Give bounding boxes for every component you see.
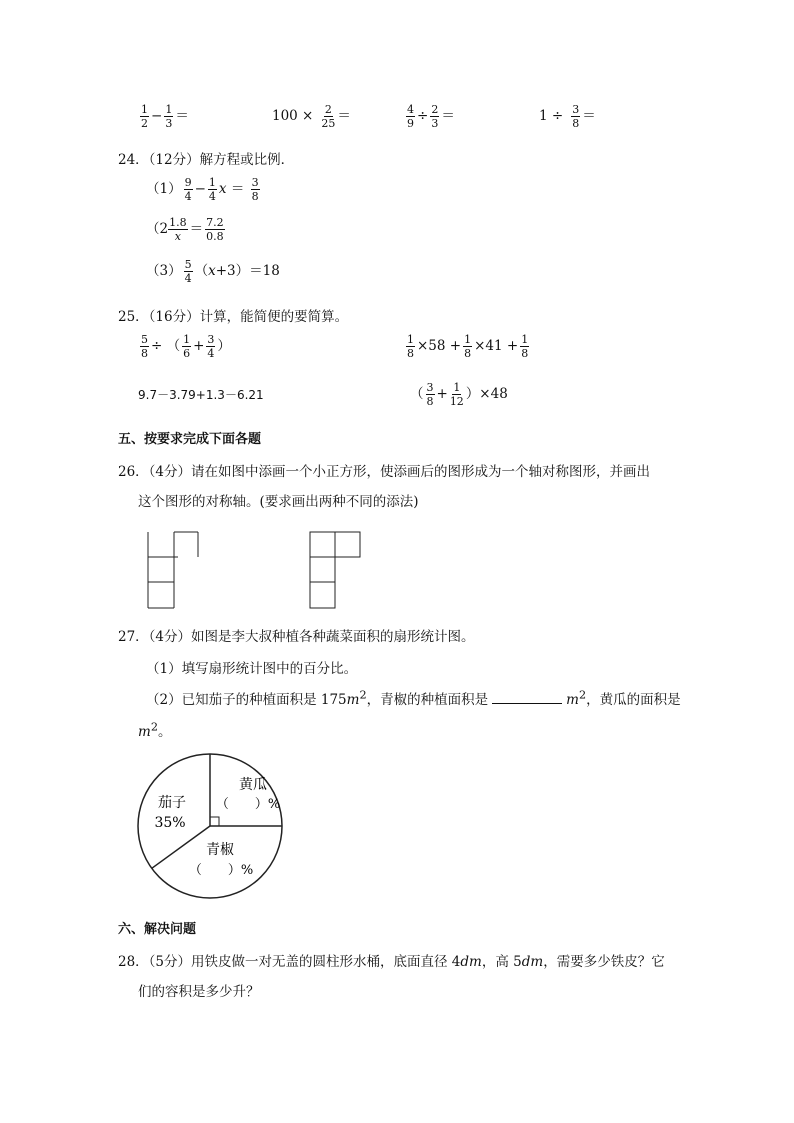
numerator: 1 — [208, 176, 216, 189]
numerator: 1 — [183, 333, 191, 346]
numerator: 1.8 — [169, 216, 187, 229]
operator: ÷ （ — [151, 338, 181, 354]
equals: ＝ — [337, 108, 351, 124]
numerator: 1 — [165, 103, 173, 116]
slice-value-eggplant: 35% — [154, 815, 186, 831]
question-27-part2 — [146, 688, 681, 708]
denominator: 8 — [521, 347, 529, 360]
paren-open: （ — [194, 263, 209, 279]
calc-25-4 — [410, 382, 508, 407]
denominator: 8 — [464, 347, 472, 360]
unit-m: m — [346, 692, 360, 708]
slice-value-cucumber: （ ）% — [215, 797, 281, 812]
equals: ＝ — [582, 108, 596, 124]
operator: ×41 + — [474, 338, 519, 354]
q28-text-c: ，需要多少铁皮？它 — [543, 954, 665, 970]
denominator: 8 — [426, 395, 434, 408]
denominator: 2 — [141, 117, 148, 130]
part2-text-a: （2）已知茄子的种植面积是 175 — [146, 692, 347, 708]
unit-m: m — [138, 724, 151, 740]
grid-square — [310, 582, 335, 608]
denominator: 8 — [141, 347, 148, 360]
denominator: 6 — [183, 347, 191, 360]
numerator: 5 — [184, 258, 192, 271]
question-27-part1: （1）填写扇形统计图中的百分比。 — [146, 661, 358, 677]
denominator: 12 — [449, 395, 464, 408]
equals: ＝ — [189, 221, 204, 237]
equals: ＝ — [226, 181, 249, 197]
denominator: 4 — [184, 272, 192, 285]
denominator: 4 — [208, 190, 216, 203]
denominator: 3 — [165, 117, 173, 130]
grid-figure-right — [305, 528, 369, 612]
numerator: 3 — [572, 103, 580, 116]
part2-text-b: ，青椒的种植面积是 — [366, 692, 489, 708]
numerator: 1 — [407, 333, 414, 346]
denominator: 4 — [207, 347, 215, 360]
calc-expression-4 — [539, 104, 596, 129]
question-25-heading: 25．（16分）计算，能简便的要简算。 — [118, 309, 349, 325]
numerator: 1 — [464, 333, 472, 346]
denominator: 0.8 — [206, 230, 224, 243]
denominator: 4 — [184, 190, 192, 203]
q28-text-a: 28．（5分）用铁皮做一对无盖的圆柱形水桶，底面直径 4 — [118, 954, 461, 970]
grid-square — [310, 557, 335, 582]
numerator: 1 — [453, 381, 461, 394]
item-label: （3） — [146, 263, 182, 279]
numerator: 3 — [426, 381, 434, 394]
operator: + — [193, 338, 205, 354]
numerator: 7.2 — [206, 216, 224, 229]
slice-label-pepper: 青椒 — [206, 842, 234, 858]
equation-24-1 — [146, 177, 262, 202]
operator: + — [436, 386, 448, 402]
calc-25-1 — [138, 334, 231, 359]
prefix: 1 ÷ — [539, 108, 564, 124]
denominator: 9 — [407, 117, 414, 130]
equation-24-2 — [146, 217, 227, 242]
variable-x: x — [218, 181, 227, 197]
numerator: 3 — [207, 333, 215, 346]
question-26-line2: 这个图形的对称轴。(要求画出两种不同的添法) — [138, 494, 419, 510]
calc-expression-2 — [272, 104, 351, 129]
grid-square — [335, 532, 360, 557]
calc-expression-1 — [138, 104, 189, 129]
section-6-heading: 六、解决问题 — [118, 922, 197, 937]
section-5-heading: 五、按要求完成下面各题 — [118, 432, 262, 447]
paren-rest: +3）＝18 — [215, 263, 280, 279]
operator: ÷ — [417, 108, 429, 124]
variable-x: x — [208, 263, 216, 279]
paren-open: （ — [410, 386, 424, 402]
paren-close: ） — [217, 338, 231, 354]
unit-sup: 2 — [150, 720, 158, 734]
pie-chart — [136, 752, 286, 902]
calc-expression-3 — [404, 104, 455, 129]
unit-m: m — [566, 692, 579, 708]
denominator: 8 — [251, 190, 259, 203]
numerator: 3 — [251, 176, 259, 189]
prefix: 100 × — [272, 108, 314, 124]
paren-close: ）×48 — [465, 386, 508, 402]
denominator: 25 — [321, 117, 336, 130]
unit-sup: 2 — [359, 688, 367, 702]
denominator: 8 — [572, 117, 580, 130]
question-24-heading: 24．（12分）解方程或比例． — [118, 152, 295, 168]
question-28-line1 — [118, 950, 665, 970]
question-28-line2: 们的容积是多少升？ — [138, 984, 260, 1000]
slice-label-eggplant: 茄子 — [158, 795, 186, 811]
calc-25-3: 9.7－3.79+1.3－6.21 — [138, 388, 264, 402]
numerator: 5 — [141, 333, 148, 346]
unit-sup: 2 — [578, 688, 587, 702]
numerator: 9 — [184, 176, 192, 189]
unit-dm: dm — [460, 954, 482, 970]
item-label: （1） — [146, 181, 182, 197]
answer-blank[interactable] — [492, 691, 562, 704]
grid-figure-left — [140, 528, 210, 612]
item-label: （2 — [146, 221, 169, 237]
equals: ＝ — [441, 108, 455, 124]
sentence-end: 。 — [157, 724, 172, 740]
operator: ×58 + — [417, 338, 462, 354]
calc-25-2 — [404, 334, 531, 359]
numerator: 1 — [141, 103, 148, 116]
numerator: 4 — [407, 103, 414, 116]
denominator: 8 — [407, 347, 414, 360]
slice-label-cucumber: 黄瓜 — [239, 777, 267, 793]
denominator: x — [174, 230, 181, 243]
question-27-heading: 27．（4分）如图是李大叔种植各种蔬菜面积的扇形统计图。 — [118, 629, 475, 645]
question-27-unit-line — [138, 720, 171, 740]
question-26-line1: 26．（4分）请在如图中添画一个小正方形，使添画后的图形成为一个轴对称图形，并画出 — [118, 464, 651, 480]
operator: − — [194, 181, 206, 197]
q28-text-b: ，高 5 — [481, 954, 522, 970]
numerator: 2 — [431, 103, 439, 116]
grid-square — [310, 532, 335, 557]
unit-dm: dm — [521, 954, 544, 970]
numerator: 1 — [521, 333, 529, 346]
numerator: 2 — [324, 103, 332, 116]
operator: − — [151, 108, 163, 124]
equals: ＝ — [175, 108, 189, 124]
slice-value-pepper: （ ）% — [188, 863, 254, 878]
equation-24-3 — [146, 259, 280, 284]
part2-text-c: ，黄瓜的面积是 — [586, 692, 681, 708]
denominator: 3 — [431, 117, 439, 130]
